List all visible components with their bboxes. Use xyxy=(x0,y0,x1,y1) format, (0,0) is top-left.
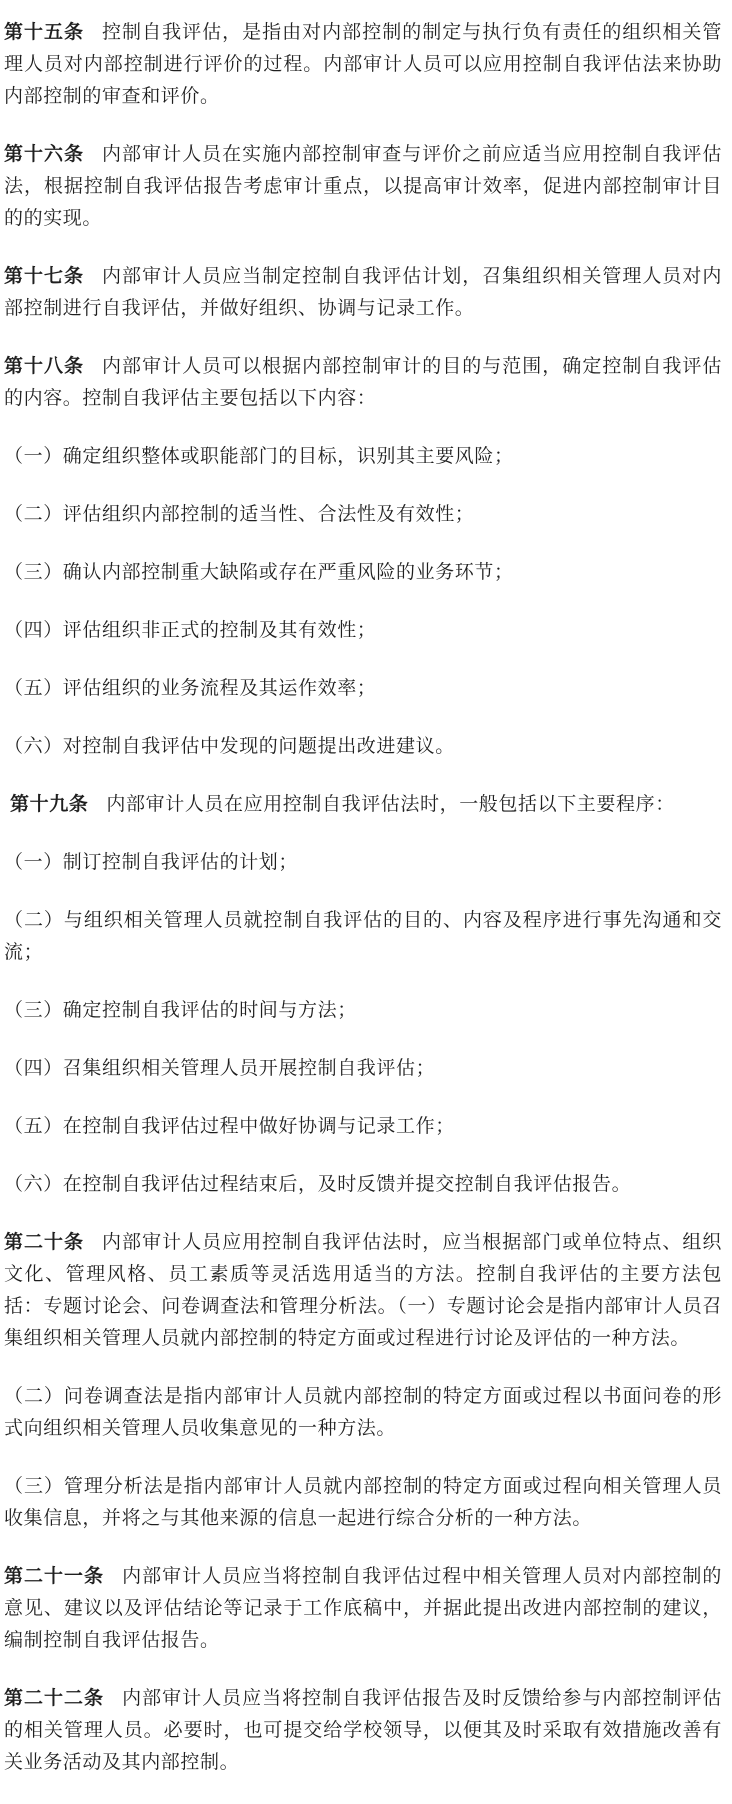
list-item xyxy=(4,672,722,704)
list-item-text: （三）管理分析法是指内部审计人员就内部控制的特定方面或过程向相关管理人员收集信息，并将之与其他来源的信息一起进行综合分析的一种方法。 xyxy=(4,1475,722,1529)
article-text: 内部审计人员应当制定控制自我评估计划，召集组织相关管理人员对内部控制进行自我评估，并做好组织、协调与记录工作。 xyxy=(4,265,722,319)
article-text: 内部审计人员应当将控制自我评估报告及时反馈给参与内部控制评估的相关管理人员。必要时，也可提交给学校领导，以便其及时采取有效措施改善有关业务活动及其内部控制。 xyxy=(4,1687,722,1773)
article-label: 第十八条 xyxy=(4,355,85,377)
list-item-text: （一）确定组织整体或职能部门的目标，识别其主要风险； xyxy=(4,445,514,467)
list-item-text: （二）评估组织内部控制的适当性、合法性及有效性； xyxy=(4,503,475,525)
list-item xyxy=(4,1168,722,1200)
article-18 xyxy=(4,350,722,414)
list-item xyxy=(4,440,722,472)
article-text: 内部审计人员在实施内部控制审查与评价之前应适当应用控制自我评估法，根据控制自我评估报告考虑审计重点，以提高审计效率，促进内部控制审计目的的实现。 xyxy=(4,143,722,229)
article-label: 第十六条 xyxy=(4,143,85,165)
list-item xyxy=(4,1052,722,1084)
article-label: 第二十二条 xyxy=(4,1687,105,1709)
list-item xyxy=(4,1470,722,1534)
list-item xyxy=(4,614,722,646)
article-21 xyxy=(4,1560,722,1656)
list-item-text: （四）评估组织非正式的控制及其有效性； xyxy=(4,619,377,641)
list-item xyxy=(4,730,722,762)
article-16 xyxy=(4,138,722,234)
list-item-text: （六）在控制自我评估过程结束后，及时反馈并提交控制自我评估报告。 xyxy=(4,1173,632,1195)
article-22 xyxy=(4,1682,722,1778)
list-item-text: （三）确认内部控制重大缺陷或存在严重风险的业务环节； xyxy=(4,561,514,583)
list-item xyxy=(4,904,722,968)
list-item xyxy=(4,556,722,588)
article-20 xyxy=(4,1226,722,1354)
list-item-text: （二）问卷调查法是指内部审计人员就内部控制的特定方面或过程以书面问卷的形式向组织相关管理人员收集意见的一种方法。 xyxy=(4,1385,722,1439)
article-text: 内部审计人员可以根据内部控制审计的目的与范围，确定控制自我评估的内容。控制自我评估主要包括以下内容： xyxy=(4,355,722,409)
article-label: 第二十一条 xyxy=(4,1565,105,1587)
list-item xyxy=(4,994,722,1026)
article-label: 第二十条 xyxy=(4,1231,85,1253)
list-item-text: （四）召集组织相关管理人员开展控制自我评估； xyxy=(4,1057,436,1079)
list-item xyxy=(4,1380,722,1444)
article-text: 控制自我评估，是指由对内部控制的制定与执行负有责任的组织相关管理人员对内部控制进行评价的过程。内部审计人员可以应用控制自我评估法来协助内部控制的审查和评价。 xyxy=(4,21,722,107)
list-item xyxy=(4,846,722,878)
document-body xyxy=(4,16,722,1804)
article-17 xyxy=(4,260,722,324)
article-label: 第十七条 xyxy=(4,265,85,287)
article-text: 内部审计人员应用控制自我评估法时，应当根据部门或单位特点、组织文化、管理风格、员工素质等灵活选用适当的方法。控制自我评估的主要方法包括：专题讨论会、问卷调查法和管理分析法。（一）专题讨论会是指内部审计人员召集组织相关管理人员就内部控制的特定方面或过程进行讨论及评估的一种方法。 xyxy=(4,1231,722,1349)
list-item xyxy=(4,1110,722,1142)
article-19 xyxy=(4,788,722,820)
article-label: 第十五条 xyxy=(4,21,85,43)
list-item-text: （三）确定控制自我评估的时间与方法； xyxy=(4,999,357,1021)
article-text: 内部审计人员在应用控制自我评估法时，一般包括以下主要程序： xyxy=(106,793,675,815)
list-item-text: （一）制订控制自我评估的计划； xyxy=(4,851,299,873)
article-label: 第十九条 xyxy=(10,793,89,815)
list-item-text: （五）在控制自我评估过程中做好协调与记录工作； xyxy=(4,1115,455,1137)
list-item-text: （二）与组织相关管理人员就控制自我评估的目的、内容及程序进行事先沟通和交流； xyxy=(4,909,722,963)
article-15 xyxy=(4,16,722,112)
list-item-text: （五）评估组织的业务流程及其运作效率； xyxy=(4,677,377,699)
article-text: 内部审计人员应当将控制自我评估过程中相关管理人员对内部控制的意见、建议以及评估结论等记录于工作底稿中，并据此提出改进内部控制的建议，编制控制自我评估报告。 xyxy=(4,1565,722,1651)
list-item-text: （六）对控制自我评估中发现的问题提出改进建议。 xyxy=(4,735,455,757)
list-item xyxy=(4,498,722,530)
